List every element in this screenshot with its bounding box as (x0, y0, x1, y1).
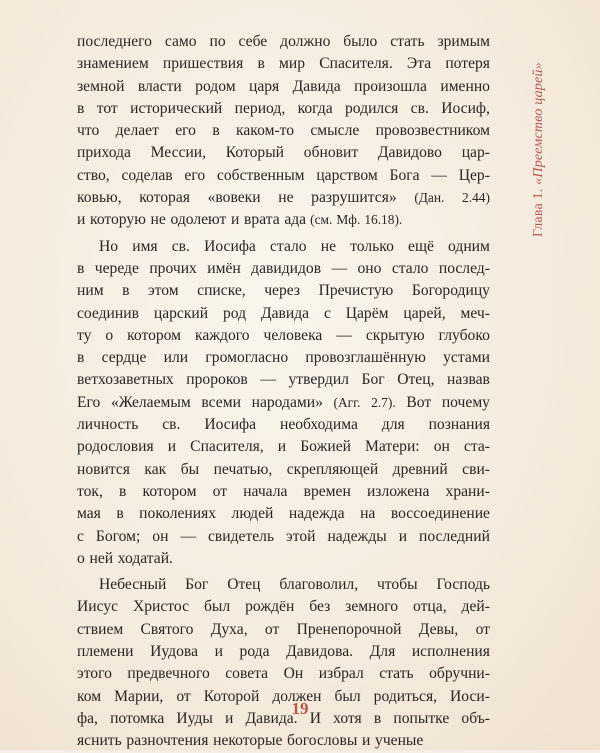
page-number: 19 (291, 699, 309, 718)
text-line: Его «Желаемым всеми народами» (Агг. 2.7). Вот почему (77, 393, 490, 411)
text-line: прихода Мессии, Который обновит Давидово цар- (77, 144, 490, 162)
running-head (531, 62, 547, 272)
text-line: о ней ходатай. (77, 549, 173, 567)
text-line: ним в этом списке, через Пречистую Богородицу (77, 282, 490, 300)
text-line: в тот исторический период, когда родился св. Иосиф, (77, 99, 490, 117)
text-line: ком Марии, от Которой должен был родиться, Иоси- (77, 687, 490, 705)
text-line: новится как бы печатью, скрепляющей древний сви- (77, 460, 490, 478)
text-line: ствием Святого Духа, от Пренепорочной Девы, от (77, 620, 490, 638)
text-line: Небесный Бог Отец благоволил, чтобы Господь (99, 576, 490, 594)
running-head-chapter: Глава 1. (531, 188, 546, 237)
text-line: и которую не одолеют и врата ада (см. Мф. 16.18). (77, 211, 403, 229)
text-line: мая в поколениях людей надежда на воссоединение (77, 505, 490, 523)
text-line: ток, в котором от начала времен изложена храни- (77, 482, 490, 500)
text-line: в череде прочих имён давидидов — оно стало послед- (77, 259, 490, 277)
text-line: племени Иудова и рода Давидова. Для исполнения (77, 643, 490, 661)
text-line: родословия и Спасителя, и Божией Матери: он ста- (77, 438, 490, 456)
text-line: ту о котором каждого человека — скрытую глубоко (77, 326, 490, 344)
text-line: что делает его в каком-то смысле провозвестником (77, 122, 490, 140)
text-line: в сердце или громогласно провозглашённую устами (77, 349, 490, 367)
paragraph (77, 31, 490, 232)
text-line: соединив царский род Давида с Царём царей, меч- (77, 304, 490, 322)
text-line: последнего само по себе должно было стать зримым (77, 33, 490, 50)
text-line: Иисус Христос был рождён без земного отца, дей- (77, 598, 490, 616)
text-line: с Богом; он — свидетель этой надежды и последний (77, 527, 490, 545)
paragraph (77, 574, 490, 752)
text-line: ветхозаветных пророков — утвердил Бог Отец, назвав (77, 371, 490, 389)
running-head-title: «Преемство царей» (531, 62, 546, 185)
text-line: личность св. Иосифа необходима для познания (77, 416, 490, 434)
body-text (77, 31, 490, 753)
text-line: знамением пришествия в мир Спасителя. Эта потеря (77, 55, 490, 73)
text-line: фа, потомка Иуды и Давида. И хотя в попытке объ- (77, 709, 490, 727)
text-line: ковью, которая «вовеки не разрушится» (Дан. 2.44) (77, 189, 490, 207)
text-line: этого предвечного совета Он избрал стать обручни- (77, 665, 490, 683)
text-line: земной власти родом царя Давида произошла именно (77, 77, 490, 95)
text-line: яснить разночтения некоторые богословы и ученые (77, 732, 424, 750)
text-line: Но имя св. Иосифа стало не только ещё одним (99, 237, 490, 255)
paragraph (77, 236, 490, 570)
text-line: ство, соделав его собственным царством Бога — Цер- (77, 166, 490, 184)
